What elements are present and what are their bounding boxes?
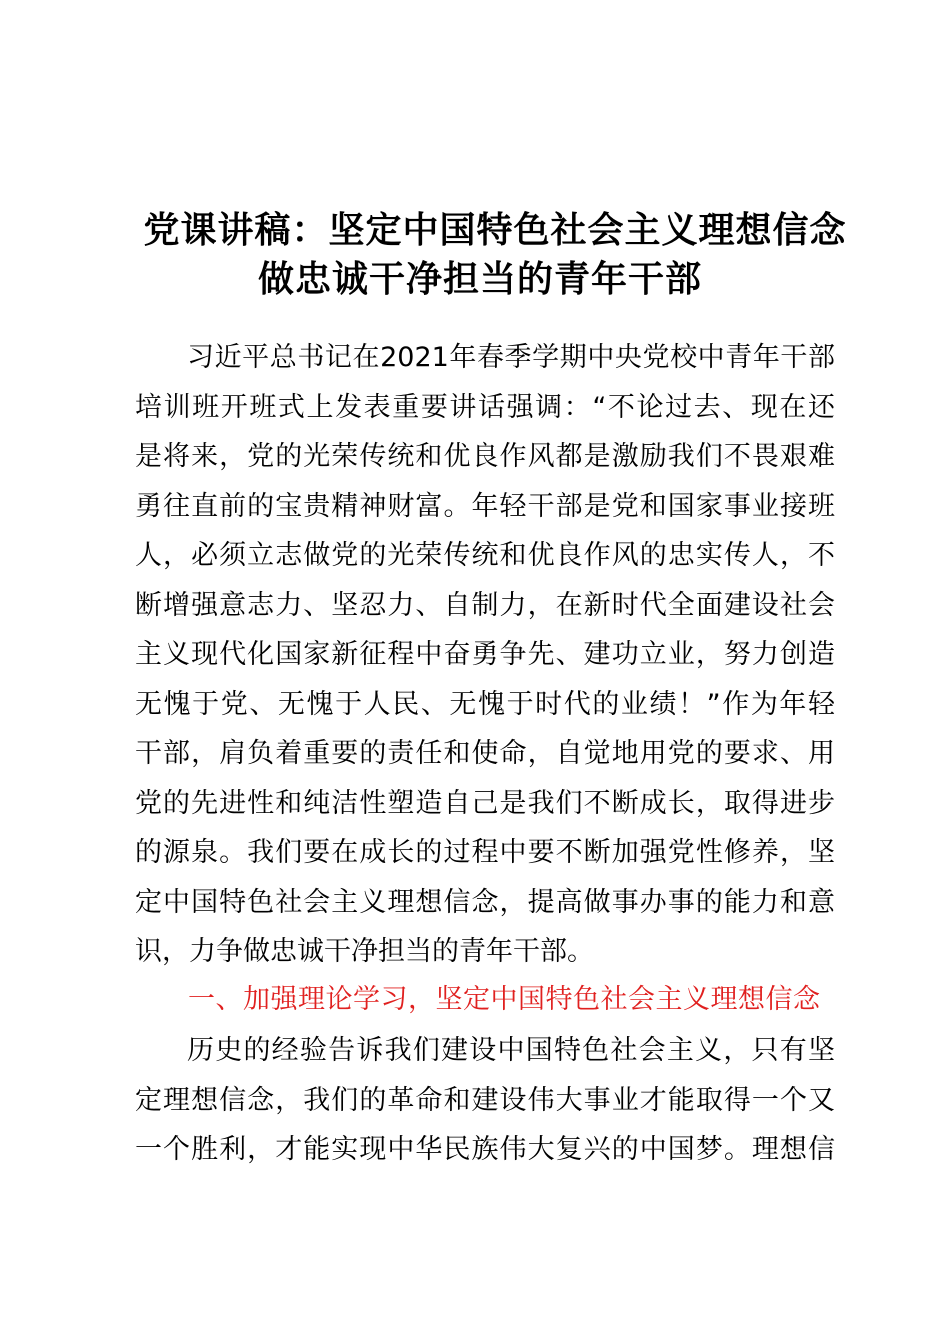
paragraph-line: 识，力争做忠诚干净担当的青年干部。 (135, 936, 594, 967)
paragraph-line: 定中国特色社会主义理想信念，提高做事办事的能力和意 (135, 886, 835, 918)
paragraph-line: 无愧于党、无愧于人民、无愧于时代的业绩！”作为年轻 (135, 688, 835, 720)
paragraph-line: 习近平总书记在2021年春季学期中央党校中青年干部 (187, 342, 835, 373)
paragraph-line: 定理想信念，我们的革命和建设伟大事业才能取得一个又 (135, 1084, 835, 1116)
paragraph-line: 人，必须立志做党的光荣传统和优良作风的忠实传人，不 (135, 540, 835, 571)
document-title-line-1: 党课讲稿：坚定中国特色社会主义理想信念 (143, 210, 847, 251)
paragraph-line: 干部，肩负着重要的责任和使命，自觉地用党的要求、用 (135, 738, 835, 769)
paragraph-line: 断增强意志力、坚忍力、自制力，在新时代全面建设社会 (135, 589, 835, 621)
paragraph-line: 勇往直前的宝贵精神财富。年轻干部是党和国家事业接班 (135, 490, 835, 522)
paragraph-line: 培训班开班式上发表重要讲话强调：“不论过去、现在还 (135, 391, 835, 423)
document-title-line-2: 做忠诚干净担当的青年干部 (257, 259, 702, 300)
paragraph-line: 一个胜利，才能实现中华民族伟大复兴的中国梦。理想信 (135, 1134, 835, 1165)
section-1-paragraph (135, 1026, 835, 1175)
paragraph-line: 党的先进性和纯洁性塑造自己是我们不断成长，取得进步 (135, 787, 835, 819)
paragraph-line: 历史的经验告诉我们建设中国特色社会主义，只有坚 (187, 1035, 835, 1066)
paragraph-line: 的源泉。我们要在成长的过程中要不断加强党性修养，坚 (135, 837, 835, 868)
paragraph-line: 是将来，党的光荣传统和优良作风都是激励我们不畏艰难 (135, 441, 835, 472)
paragraph-line: 主义现代化国家新征程中奋勇争先、建功立业，努力创造 (135, 639, 835, 670)
intro-paragraph (135, 333, 835, 977)
section-heading-1: 一、加强理论学习，坚定中国特色社会主义理想信念 (188, 984, 821, 1015)
